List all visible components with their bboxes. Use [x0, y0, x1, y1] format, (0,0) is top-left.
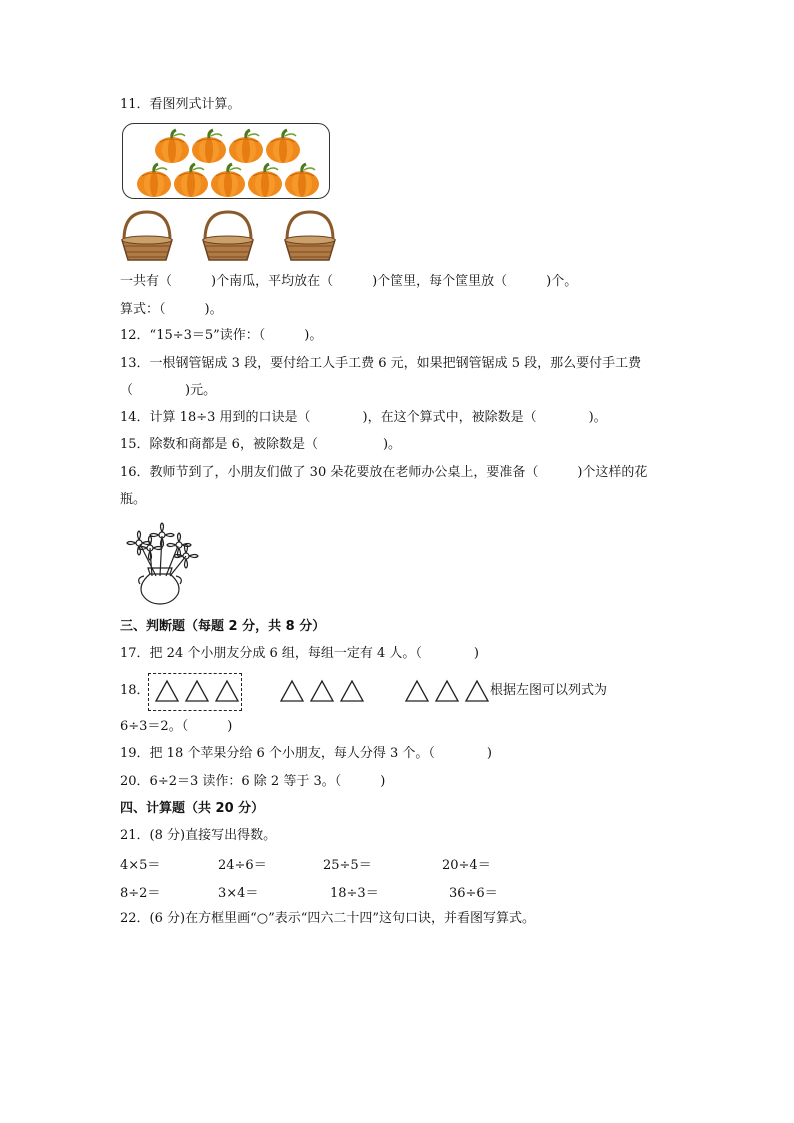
calc-item: 18÷3＝ — [330, 886, 379, 901]
triangle-group-boxed — [154, 679, 240, 703]
pumpkin-icon — [174, 164, 208, 197]
pumpkin-icon — [192, 130, 226, 163]
section3-heading: 三、判断题（每题 2 分，共 8 分） — [120, 619, 326, 634]
q11-line2: 算式：（ )。 — [120, 302, 223, 317]
basket-icon — [283, 210, 337, 262]
basket-icon — [201, 210, 255, 262]
q13-line1: 13．一根钢管锯成 3 段，要付给工人手工费 6 元，如果把钢管锯成 5 段，那么要付手工费 — [120, 356, 642, 371]
pumpkins-illustration — [123, 124, 329, 198]
section4-heading: 四、计算题（共 20 分） — [120, 801, 265, 816]
q15: 15．除数和商都是 6，被除数是（ )。 — [120, 437, 402, 452]
q17: 17．把 24 个小朋友分成 6 组，每组一定有 4 人。（ ) — [120, 646, 479, 661]
q12: 12．“15÷3＝5”读作：（ )。 — [120, 328, 323, 343]
triangle-group — [404, 679, 490, 703]
calc-item: 20÷4＝ — [442, 858, 491, 873]
q14: 14．计算 18÷3 用到的口诀是（ )，在这个算式中，被除数是（ )。 — [120, 410, 607, 425]
pumpkin-icon — [211, 164, 245, 197]
q21-title: 21．(8 分)直接写出得数。 — [120, 828, 277, 843]
pumpkin-icon — [155, 130, 189, 163]
q11-line1: 一共有（ )个南瓜，平均放在（ )个筐里，每个筐里放（ )个。 — [120, 274, 578, 289]
flower-vase-icon — [122, 518, 202, 606]
triangle-group — [279, 679, 365, 703]
q18-suffix: 根据左图可以列式为 — [490, 683, 608, 698]
q22: 22．(6 分)在方框里画“○”表示“四六二十四”这句口诀，并看图写算式。 — [120, 911, 536, 926]
q20: 20．6÷2＝3 读作：6 除 2 等于 3。（ ) — [120, 774, 386, 789]
calc-item: 4×5＝ — [120, 858, 161, 873]
pumpkin-icon — [248, 164, 282, 197]
calc-item: 24÷6＝ — [218, 858, 267, 873]
q11-title: 11．看图列式计算。 — [120, 97, 241, 112]
calc-item: 3×4＝ — [218, 886, 259, 901]
pumpkin-box — [122, 123, 330, 199]
calc-item: 8÷2＝ — [120, 886, 161, 901]
q16-line2: 瓶。 — [120, 492, 147, 507]
q18-label: 18． — [120, 683, 150, 698]
q19: 19．把 18 个苹果分给 6 个小朋友，每人分得 3 个。（ ) — [120, 746, 492, 761]
calc-item: 25÷5＝ — [323, 858, 372, 873]
basket-icon — [120, 210, 174, 262]
q16-line1: 16．教师节到了，小朋友们做了 30 朵花要放在老师办公桌上，要准备（ )个这样的花 — [120, 465, 648, 480]
pumpkin-icon — [285, 164, 319, 197]
q13-line2: （ )元。 — [120, 383, 217, 398]
pumpkin-icon — [266, 130, 300, 163]
pumpkin-icon — [229, 130, 263, 163]
calc-item: 36÷6＝ — [449, 886, 498, 901]
pumpkin-icon — [137, 164, 171, 197]
q18-line2: 6÷3＝2。（ ) — [120, 719, 233, 734]
